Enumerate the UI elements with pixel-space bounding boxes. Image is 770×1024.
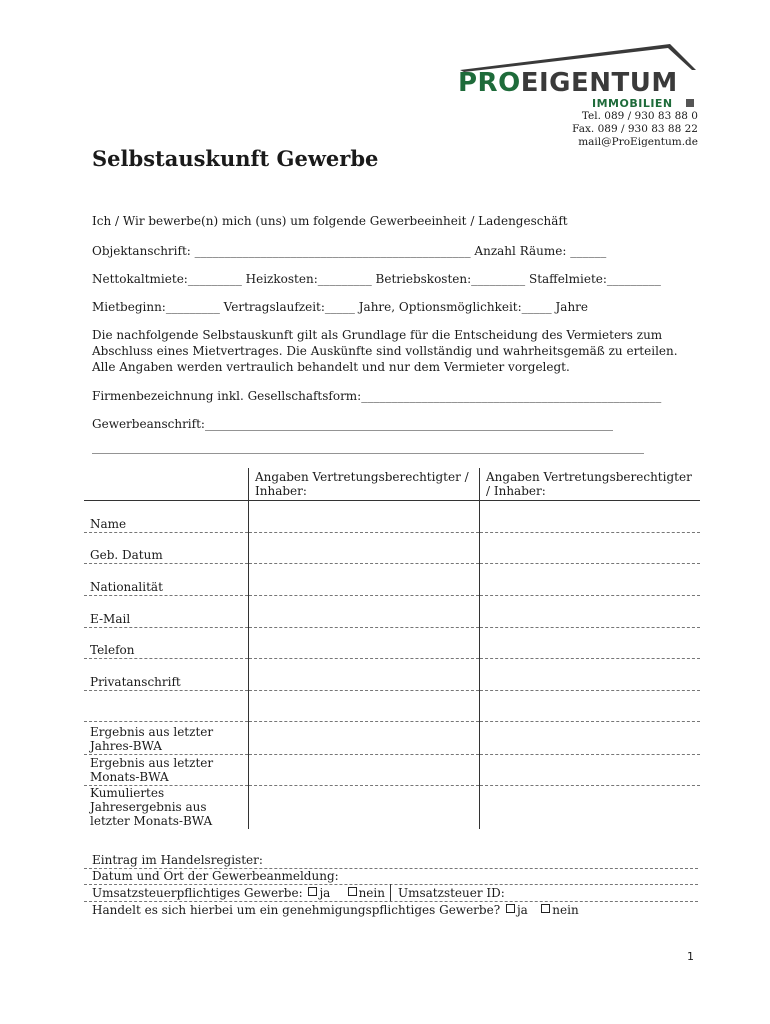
input-cell[interactable] bbox=[480, 658, 701, 690]
ust-label: Umsatzsteuerpflichtiges Gewerbe: bbox=[92, 886, 303, 900]
page-title: Selbstauskunft Gewerbe bbox=[92, 146, 379, 171]
genehmigung-ja-checkbox[interactable] bbox=[506, 904, 515, 913]
input-cell[interactable] bbox=[249, 754, 480, 785]
input-cell[interactable] bbox=[480, 563, 701, 595]
blank-line[interactable]: ____________________________________________________________________________________________ bbox=[92, 440, 644, 454]
ust-id-label: Umsatzsteuer ID: bbox=[398, 886, 505, 900]
input-cell[interactable] bbox=[249, 563, 480, 595]
ust-row bbox=[92, 886, 385, 900]
input-cell[interactable] bbox=[249, 658, 480, 690]
row-label: Geb. Datum bbox=[84, 532, 249, 563]
input-cell[interactable] bbox=[249, 500, 480, 532]
header-empty bbox=[84, 468, 249, 500]
row-label: Privatanschrift bbox=[84, 658, 249, 690]
table-row bbox=[84, 658, 700, 690]
genehmigung-nein-checkbox[interactable] bbox=[541, 904, 550, 913]
contact-phone: Tel. 089 / 930 83 88 0 bbox=[581, 110, 698, 122]
input-cell[interactable] bbox=[480, 627, 701, 658]
gewerbeanmeldung-label: Datum und Ort der Gewerbeanmeldung: bbox=[92, 869, 339, 883]
logo-mark-icon bbox=[686, 99, 694, 107]
miete-field[interactable]: Nettokaltmiete:_________ Heizkosten:_________ Betriebskosten:_________ Staffelmiete:_________ bbox=[92, 272, 661, 286]
beginn-field[interactable]: Mietbeginn:_________ Vertragslaufzeit:_____ Jahre, Optionsmöglichkeit:_____ Jahre bbox=[92, 300, 589, 314]
ust-nein-checkbox[interactable] bbox=[348, 887, 357, 896]
input-cell[interactable] bbox=[480, 785, 701, 829]
row-label: Name bbox=[84, 500, 249, 532]
logo-subtitle: IMMOBILIEN bbox=[592, 97, 673, 110]
row-label bbox=[84, 690, 249, 721]
ust-ja-checkbox[interactable] bbox=[308, 887, 317, 896]
table-row bbox=[84, 595, 700, 627]
ust-divider bbox=[390, 884, 391, 902]
applicant-table bbox=[84, 468, 700, 829]
info-paragraph: Die nachfolgende Selbstauskunft gilt als Grundlage für die Entscheidung des Vermieters zum Abschluss eines Mietvertrages. Die Auskünfte sind vollständig und wahrheitsgemäß zu erteilen. Alle Angaben werden vertraulich behandelt und nur dem Vermieter vorgelegt. bbox=[92, 328, 678, 374]
row-label: E-Mail bbox=[84, 595, 249, 627]
input-cell[interactable] bbox=[249, 532, 480, 563]
ust-nein-label: nein bbox=[358, 886, 385, 900]
input-cell[interactable] bbox=[480, 754, 701, 785]
handelsregister-label: Eintrag im Handelsregister: bbox=[92, 853, 263, 867]
table-header-row bbox=[84, 468, 700, 500]
input-cell[interactable] bbox=[249, 785, 480, 829]
ust-ja-label: ja bbox=[319, 886, 331, 900]
input-cell[interactable] bbox=[480, 500, 701, 532]
firma-field[interactable]: Firmenbezeichnung inkl. Gesellschaftsform:__________________________________________________ bbox=[92, 389, 662, 403]
gewerbeanschrift-field[interactable]: Gewerbeanschrift:____________________________________________________________________ bbox=[92, 417, 613, 431]
input-cell[interactable] bbox=[480, 595, 701, 627]
ust-line[interactable] bbox=[84, 901, 698, 902]
input-cell[interactable] bbox=[249, 721, 480, 754]
input-cell[interactable] bbox=[480, 721, 701, 754]
page-number: 1 bbox=[687, 950, 694, 963]
genehmigung-row bbox=[92, 903, 579, 917]
table-row bbox=[84, 627, 700, 658]
gewerbeanmeldung-line[interactable] bbox=[84, 884, 698, 885]
input-cell[interactable] bbox=[249, 690, 480, 721]
contact-block bbox=[572, 110, 698, 149]
row-label: Telefon bbox=[84, 627, 249, 658]
table-row bbox=[84, 754, 700, 785]
input-cell[interactable] bbox=[480, 532, 701, 563]
contact-fax: Fax. 089 / 930 83 88 22 bbox=[572, 123, 698, 135]
table-row bbox=[84, 690, 700, 721]
table-row bbox=[84, 500, 700, 532]
contact-email: mail@ProEigentum.de bbox=[578, 136, 698, 148]
column-header-1: Angaben Vertretungsberechtigter / Inhaber: bbox=[249, 468, 480, 500]
row-label: Ergebnis aus letzter Jahres-BWA bbox=[84, 721, 249, 754]
table-row bbox=[84, 532, 700, 563]
row-label: Kumuliertes Jahresergebnis aus letzter Monats-BWA bbox=[90, 786, 213, 828]
genehmigung-label: Handelt es sich hierbei um ein genehmigungspflichtiges Gewerbe? bbox=[92, 903, 501, 917]
logo-wordmark: PROEIGENTUM bbox=[458, 68, 678, 98]
row-label: Ergebnis aus letzter Monats-BWA bbox=[84, 754, 249, 785]
table-row bbox=[84, 785, 700, 829]
table-row bbox=[84, 563, 700, 595]
intro-text: Ich / Wir bewerbe(n) mich (uns) um folgende Gewerbeeinheit / Ladengeschäft bbox=[92, 214, 568, 228]
row-label: Nationalität bbox=[84, 563, 249, 595]
input-cell[interactable] bbox=[249, 627, 480, 658]
genehmigung-ja-label: ja bbox=[516, 903, 528, 917]
genehmigung-nein-label: nein bbox=[552, 903, 579, 917]
objekt-field[interactable]: Objektanschrift: ______________________________________________ Anzahl Räume: ______ bbox=[92, 244, 607, 258]
input-cell[interactable] bbox=[249, 595, 480, 627]
input-cell[interactable] bbox=[480, 690, 701, 721]
table-row bbox=[84, 721, 700, 754]
column-header-2: Angaben Vertretungsberechtigter / Inhaber: bbox=[480, 468, 701, 500]
